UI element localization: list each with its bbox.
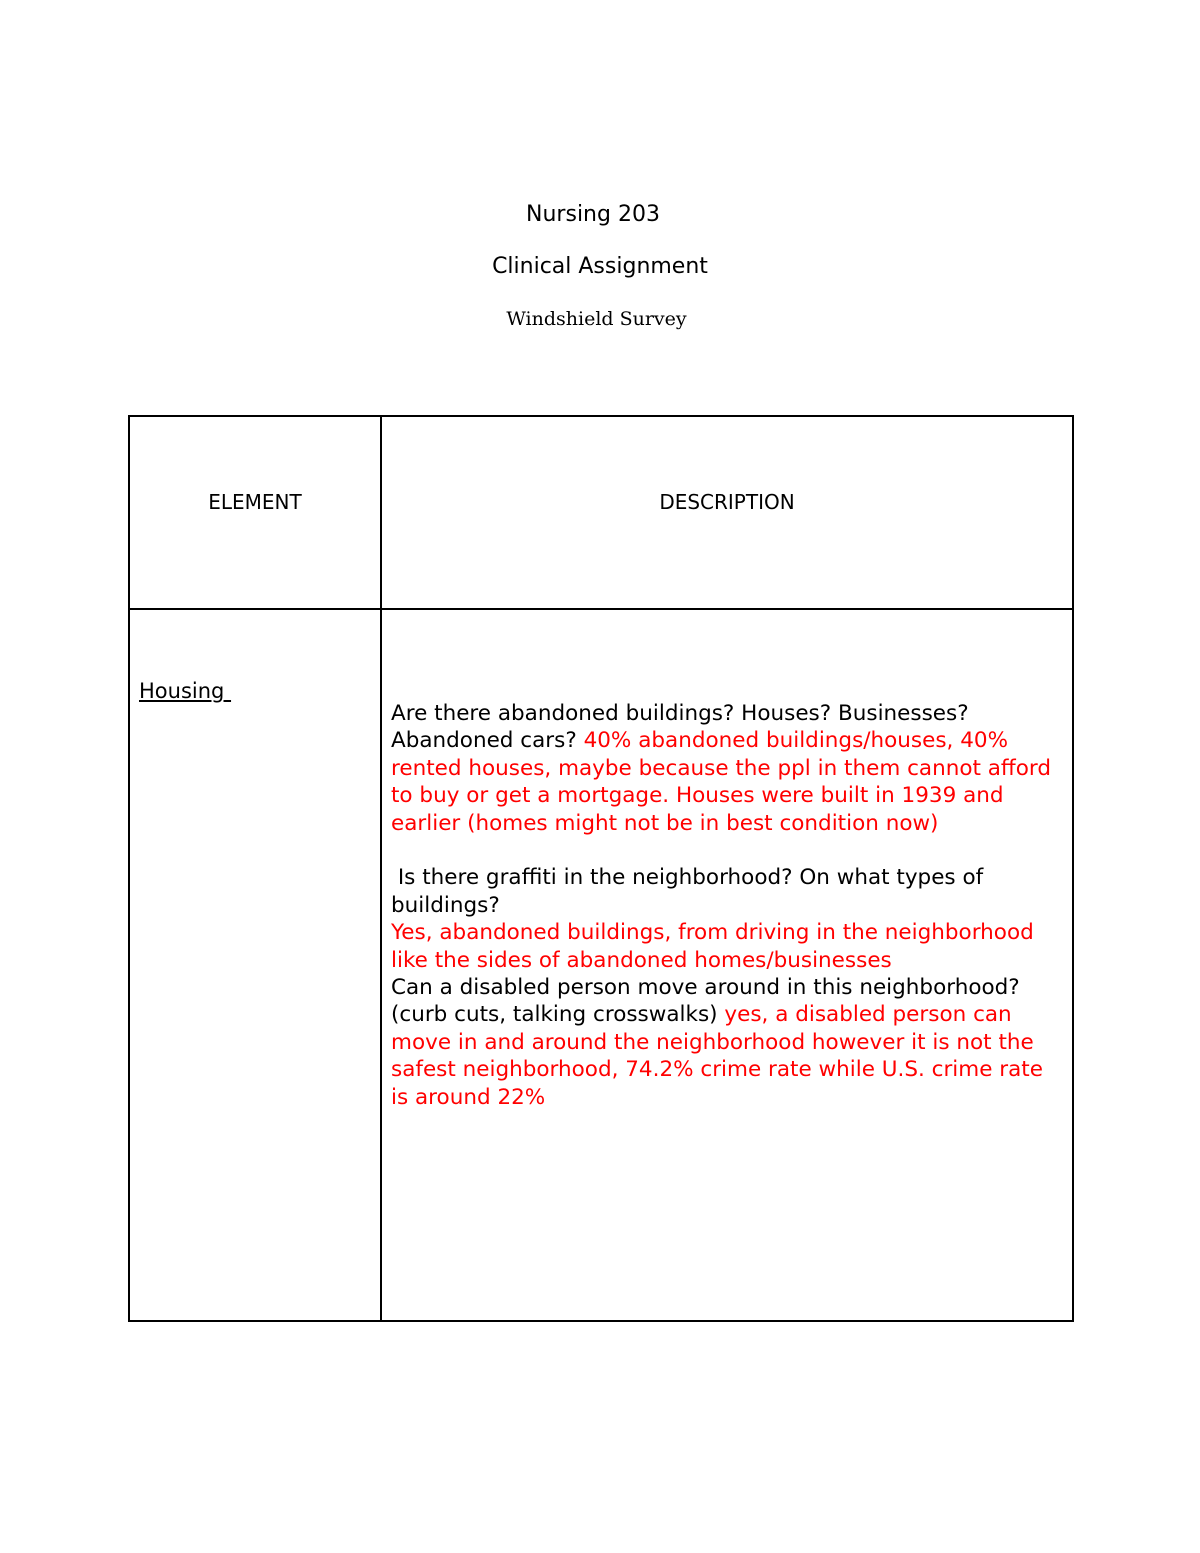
windshield-survey-table xyxy=(128,415,1074,1322)
description-header: DESCRIPTION xyxy=(659,490,795,514)
question-block-3 xyxy=(391,974,1059,1111)
course-title: Nursing 203 xyxy=(526,202,660,227)
question-graffiti: Is there graffiti in the neighborhood? On what types of buildings? xyxy=(391,865,991,918)
description-cell xyxy=(381,609,1073,1321)
table-header-row xyxy=(129,416,1073,609)
question-block-1 xyxy=(391,700,1059,837)
answer-abandoned-buildings: 40% abandoned buildings/houses, 40% rented houses, maybe because the ppl in them cannot afford to buy or get a mortgage. Houses were built in 1939 and earlier (homes might not be in best condition now) xyxy=(391,728,1052,836)
description-header-cell xyxy=(381,416,1073,609)
paragraph-spacer xyxy=(391,837,1059,864)
survey-title: Windshield Survey xyxy=(506,308,687,330)
element-header-cell xyxy=(129,416,381,609)
element-cell xyxy=(129,609,381,1321)
answer-disabled-access: yes, a disabled person can move in and around the neighborhood however it is not the safest neighborhood, 74.2% crime rate while U.S. crime rate is around 22% xyxy=(391,1002,1043,1110)
description-content xyxy=(391,700,1059,1111)
question-disabled-access: Can a disabled person move around in this neighborhood? (curb cuts, talking crosswalks) xyxy=(391,975,1020,1028)
element-header: ELEMENT xyxy=(208,490,302,514)
answer-graffiti: Yes, abandoned buildings, from driving in the neighborhood like the sides of abandoned homes/businesses xyxy=(391,920,1034,973)
element-label-housing: Housing xyxy=(139,679,232,703)
question-block-2 xyxy=(391,864,1059,919)
assignment-title: Clinical Assignment xyxy=(492,254,708,279)
question-abandoned-buildings: Are there abandoned buildings? Houses? Businesses? Abandoned cars? xyxy=(391,701,969,754)
table-row xyxy=(129,609,1073,1321)
